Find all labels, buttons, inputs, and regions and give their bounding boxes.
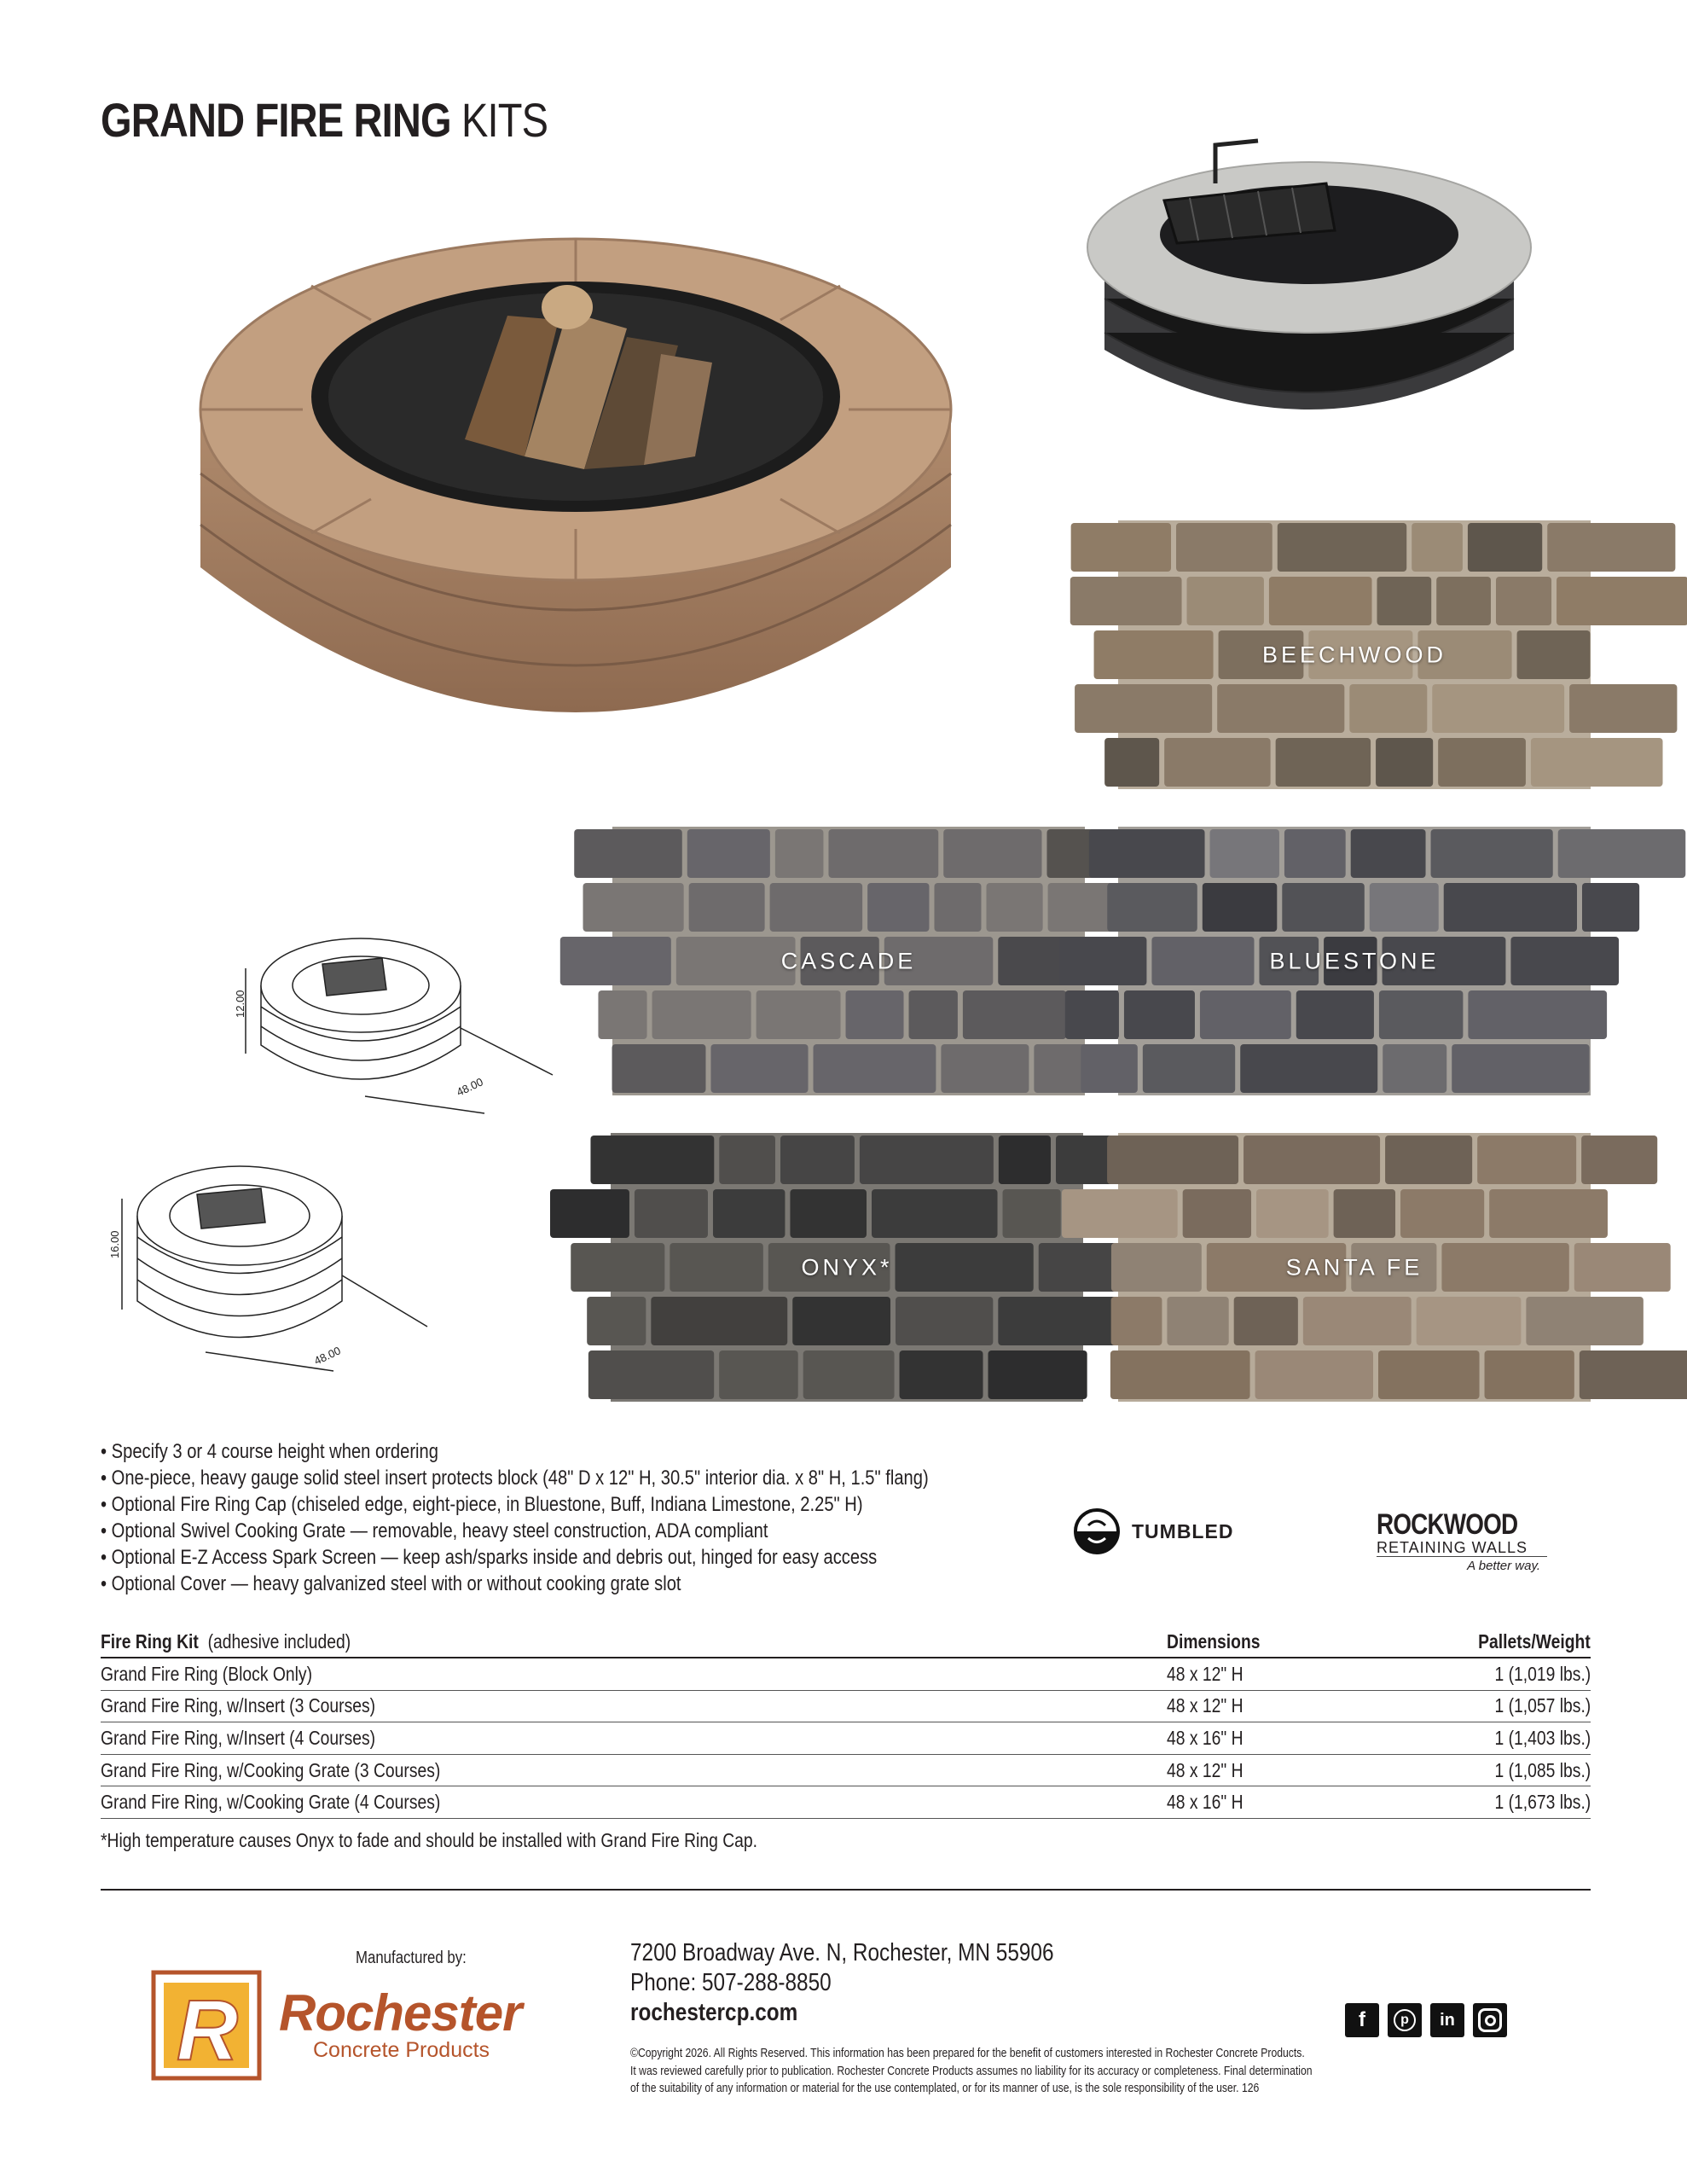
kit-dimensions: 48 x 16" H (1167, 1726, 1244, 1749)
table-row (101, 1691, 1591, 1723)
paver-block (652, 990, 751, 1039)
paver-block (598, 990, 646, 1039)
paver-block (1436, 577, 1491, 625)
kit-pallets: 1 (1,673 lbs.) (1494, 1791, 1591, 1814)
kit-dimensions: 48 x 12" H (1167, 1694, 1244, 1717)
table-row (101, 1722, 1591, 1755)
kit-pallets: 1 (1,085 lbs.) (1494, 1758, 1591, 1781)
paver-block (1070, 577, 1182, 625)
paver-block (1349, 684, 1427, 733)
paver-block (1183, 1189, 1251, 1238)
kit-dimensions: 48 x 12" H (1167, 1758, 1244, 1781)
paver-block (1468, 523, 1542, 572)
paver-block (687, 829, 770, 878)
paver-block (587, 1297, 646, 1345)
copyright (630, 2045, 1313, 2098)
paver-block (1377, 577, 1431, 625)
swatch-label: SANTA FE (1285, 1254, 1423, 1280)
paver-block (1489, 1189, 1608, 1238)
paver-block (941, 1044, 1029, 1093)
paver-block (1580, 1350, 1687, 1399)
title-light: KITS (461, 93, 548, 147)
feature-text: Specify 3 or 4 course height when ordering (111, 1440, 438, 1463)
swatch-cascade (612, 827, 1085, 1095)
paver-block (1526, 1297, 1643, 1345)
feature-item: • Specify 3 or 4 course height when ordering (101, 1440, 438, 1463)
kit-name: Grand Fire Ring, w/Insert (4 Courses) (101, 1726, 376, 1749)
paver-block (780, 1136, 855, 1184)
paver-block (1581, 1136, 1657, 1184)
paver-block (1003, 1189, 1061, 1238)
tumbled-logo (1074, 1508, 1233, 1554)
paver-block (1217, 684, 1344, 733)
paver-block (719, 1350, 798, 1399)
paver-block (872, 1189, 998, 1238)
instagram-icon[interactable] (1473, 2003, 1507, 2037)
paver-block (1124, 990, 1195, 1039)
paver-block (1111, 1297, 1162, 1345)
rockwood-tagline: A better way. (1467, 1559, 1540, 1573)
paver-block (689, 883, 765, 932)
kit-name: Grand Fire Ring, w/Cooking Grate (3 Courses) (101, 1758, 441, 1781)
paver-block (934, 883, 981, 932)
feature-item: • Optional Fire Ring Cap (chiseled edge, eight-piece, in Bluestone, Buff, Indiana Limestone, 2.25" H) (101, 1493, 863, 1516)
paver-block (1062, 1189, 1178, 1238)
paver-block (1303, 1297, 1412, 1345)
height-label: 12.00 (234, 990, 246, 1018)
swatch-label: BEECHWOOD (1261, 642, 1446, 667)
swatch-santa-fe (1118, 1133, 1591, 1402)
paver-block (1143, 1044, 1235, 1093)
rockwood-sub: RETAINING WALLS (1377, 1539, 1547, 1557)
drawing-4-course (108, 1147, 436, 1378)
paver-block (1167, 1297, 1228, 1345)
feature-text: One-piece, heavy gauge solid steel insert protects block (48" D x 12" H, 30.5" interior dia. x 8" H, 1.5" flang) (111, 1467, 929, 1490)
paver-block (1284, 829, 1346, 878)
paver-block (790, 1189, 867, 1238)
paver-block (1269, 577, 1372, 625)
svg-text:R: R (177, 1983, 239, 2078)
paver-block (1334, 1189, 1395, 1238)
pinterest-icon[interactable]: p (1388, 2003, 1422, 2037)
paver-block (1296, 990, 1374, 1039)
kit-table (101, 1626, 1591, 1819)
paver-block (1351, 829, 1426, 878)
paver-block (792, 1297, 890, 1345)
paver-block (588, 1350, 714, 1399)
feature-text: Optional Fire Ring Cap (chiseled edge, eight-piece, in Bluestone, Buff, Indiana Limestone, 2.25" H) (111, 1493, 863, 1516)
rockwood-name: ROCKWOOD (1377, 1508, 1518, 1541)
page-title (101, 92, 633, 148)
paver-block (1203, 883, 1277, 932)
paver-block (1176, 523, 1272, 572)
kit-dimensions: 48 x 16" H (1167, 1791, 1244, 1814)
paver-block (900, 1350, 983, 1399)
table-row (101, 1658, 1591, 1691)
rockwood-logo (1377, 1510, 1547, 1573)
manufactured-by (356, 1949, 488, 1968)
paver-block (1240, 1044, 1377, 1093)
paver-block (1276, 738, 1371, 787)
swatch-label: BLUESTONE (1269, 948, 1440, 973)
paver-block (635, 1189, 708, 1238)
paver-block (998, 1297, 1117, 1345)
paver-block (1582, 883, 1639, 932)
paver-block (1075, 684, 1212, 733)
paver-block (612, 1044, 706, 1093)
paver-block (1547, 523, 1675, 572)
feature-text: Optional E-Z Access Spark Screen — keep ash/sparks inside and debris out, hinged for easy access (111, 1546, 878, 1569)
paver-block (1256, 1189, 1329, 1238)
paver-block (828, 829, 938, 878)
paver-block (550, 1189, 629, 1238)
manufactured-by-label: Manufactured by: (356, 1949, 467, 1967)
tumbled-label: TUMBLED (1132, 1519, 1234, 1542)
paver-block (1432, 684, 1564, 733)
paver-block (1065, 990, 1119, 1039)
drawing-3-course (234, 917, 561, 1105)
paver-block (1452, 1044, 1589, 1093)
paver-block (1278, 523, 1406, 572)
header-dimensions: Dimensions (1167, 1629, 1261, 1653)
header-kit-note: (adhesive included) (207, 1629, 351, 1653)
kit-name: Grand Fire Ring, w/Cooking Grate (4 Courses) (101, 1791, 441, 1814)
company-sub: Concrete Products (313, 2037, 490, 2062)
paver-block (1234, 1297, 1298, 1345)
paver-block (1370, 883, 1439, 932)
paver-block (1438, 738, 1526, 787)
paver-block (1412, 523, 1463, 572)
paver-block (1255, 1350, 1373, 1399)
paver-block (999, 1136, 1051, 1184)
paver-block (1110, 1350, 1250, 1399)
kit-name: Grand Fire Ring (Block Only) (101, 1662, 313, 1685)
paver-block (1244, 1136, 1380, 1184)
paver-block (1210, 829, 1279, 878)
header-kit: Fire Ring Kit (101, 1629, 199, 1653)
paver-block (1385, 1136, 1472, 1184)
paver-block (909, 990, 958, 1039)
paver-block (1081, 1044, 1137, 1093)
feature-item: • Optional Cover — heavy galvanized steel with or without cooking grate slot (101, 1572, 681, 1595)
paver-block (1089, 829, 1205, 878)
height-label: 16.00 (108, 1230, 121, 1258)
swatch-beechwood (1118, 520, 1591, 789)
paver-block (719, 1136, 775, 1184)
kit-pallets: 1 (1,403 lbs.) (1494, 1726, 1591, 1749)
paver-block (803, 1350, 895, 1399)
paver-block (1187, 577, 1264, 625)
address: 7200 Broadway Ave. N, Rochester, MN 55906 (630, 1939, 1054, 1966)
kit-pallets: 1 (1,019 lbs.) (1494, 1662, 1591, 1685)
feature-list (101, 1438, 1087, 1597)
phone: Phone: 507-288-8850 (630, 1969, 832, 1996)
paver-block (1485, 1350, 1574, 1399)
feature-item: • Optional Swivel Cooking Grate — removable, heavy steel construction, ADA compliant (101, 1519, 768, 1542)
swatch-bluestone (1118, 827, 1591, 1095)
footnote-text: *High temperature causes Onyx to fade and should be installed with Grand Fire Ring Cap. (101, 1829, 758, 1851)
company-name: Rochester (279, 1984, 522, 2042)
paver-block (757, 990, 841, 1039)
contact-info (630, 1938, 1134, 2028)
paver-block (1200, 990, 1291, 1039)
linkedin-icon[interactable]: in (1430, 2003, 1464, 2037)
paver-block (1164, 738, 1270, 787)
paver-block (1557, 577, 1687, 625)
paver-block (1477, 1136, 1576, 1184)
title-bold: GRAND FIRE RING (101, 93, 451, 147)
tumbled-icon (1074, 1508, 1120, 1554)
paver-block (988, 1350, 1087, 1399)
paver-block (1569, 684, 1677, 733)
paver-block (1417, 1297, 1522, 1345)
paver-block (1107, 1136, 1238, 1184)
paver-block (943, 829, 1041, 878)
header-pallets: Pallets/Weight (1478, 1629, 1591, 1653)
paver-block (814, 1044, 936, 1093)
paver-block (1444, 883, 1577, 932)
kit-dimensions: 48 x 12" H (1167, 1662, 1244, 1685)
paver-block (775, 829, 824, 878)
paver-block (651, 1297, 787, 1345)
paver-block (1558, 829, 1686, 878)
swatch-onyx (611, 1133, 1083, 1402)
paver-block (963, 990, 1066, 1039)
paver-block (1107, 883, 1197, 932)
table-row (101, 1755, 1591, 1787)
paver-block (896, 1297, 993, 1345)
swatch-label: CASCADE (780, 948, 917, 973)
paver-block (770, 883, 863, 932)
paver-block (710, 1044, 808, 1093)
feature-text: Optional Cover — heavy galvanized steel with or without cooking grate slot (111, 1572, 681, 1595)
paver-block (860, 1136, 994, 1184)
paver-block (1400, 1189, 1484, 1238)
divider (101, 1889, 1591, 1891)
paver-block (1379, 990, 1463, 1039)
paver-block (1282, 883, 1364, 932)
rochester-logo (151, 1970, 521, 2081)
paver-block (1104, 738, 1159, 787)
copyright-text: ©Copyright 2026. All Rights Reserved. This information has been prepared for the benefit of customers interested in Rochester Concrete Products. It was reviewed carefully prior to publication. Rochester Concrete Products assumes no liability for its accuracy or completeness. Final determination of the suitability of any information or material for the use contemplated, or for its manner of use, is the sole responsibility of the user. 126 (630, 2047, 1313, 2095)
paver-block (846, 990, 904, 1039)
paver-block (590, 1136, 714, 1184)
kit-name: Grand Fire Ring, w/Insert (3 Courses) (101, 1694, 376, 1717)
fire-ring-with-cap-photo (1079, 136, 1539, 431)
paver-block (867, 883, 929, 932)
paver-block (1376, 738, 1433, 787)
diameter-label: 48.00 (454, 1075, 485, 1099)
kit-pallets: 1 (1,057 lbs.) (1494, 1694, 1591, 1717)
website-link[interactable]: rochestercp.com (630, 1999, 798, 2026)
paver-block (583, 883, 684, 932)
swatch-label: ONYX* (801, 1254, 893, 1280)
table-header (101, 1626, 1591, 1658)
diameter-label: 48.00 (311, 1344, 343, 1368)
feature-item: • One-piece, heavy gauge solid steel insert protects block (48" D x 12" H, 30.5" interior dia. x 8" H, 1.5" flang) (101, 1467, 929, 1490)
paver-block (1378, 1350, 1480, 1399)
paver-block (1431, 829, 1553, 878)
facebook-icon[interactable]: f (1345, 2003, 1379, 2037)
paver-block (1383, 1044, 1446, 1093)
paver-block (1531, 738, 1663, 787)
paver-block (1468, 990, 1607, 1039)
feature-item: • Optional E-Z Access Spark Screen — keep ash/sparks inside and debris out, hinged for easy access (101, 1546, 878, 1569)
feature-text: Optional Swivel Cooking Grate — removable, heavy steel construction, ADA compliant (111, 1519, 768, 1542)
footnote (101, 1829, 883, 1852)
paver-block (574, 829, 682, 878)
paver-block (986, 883, 1042, 932)
paver-block (713, 1189, 785, 1238)
grand-fire-ring-photo (183, 226, 968, 781)
table-row (101, 1786, 1591, 1819)
paver-block (1071, 523, 1171, 572)
paver-block (1496, 577, 1551, 625)
rochester-r-icon (151, 1970, 262, 2081)
